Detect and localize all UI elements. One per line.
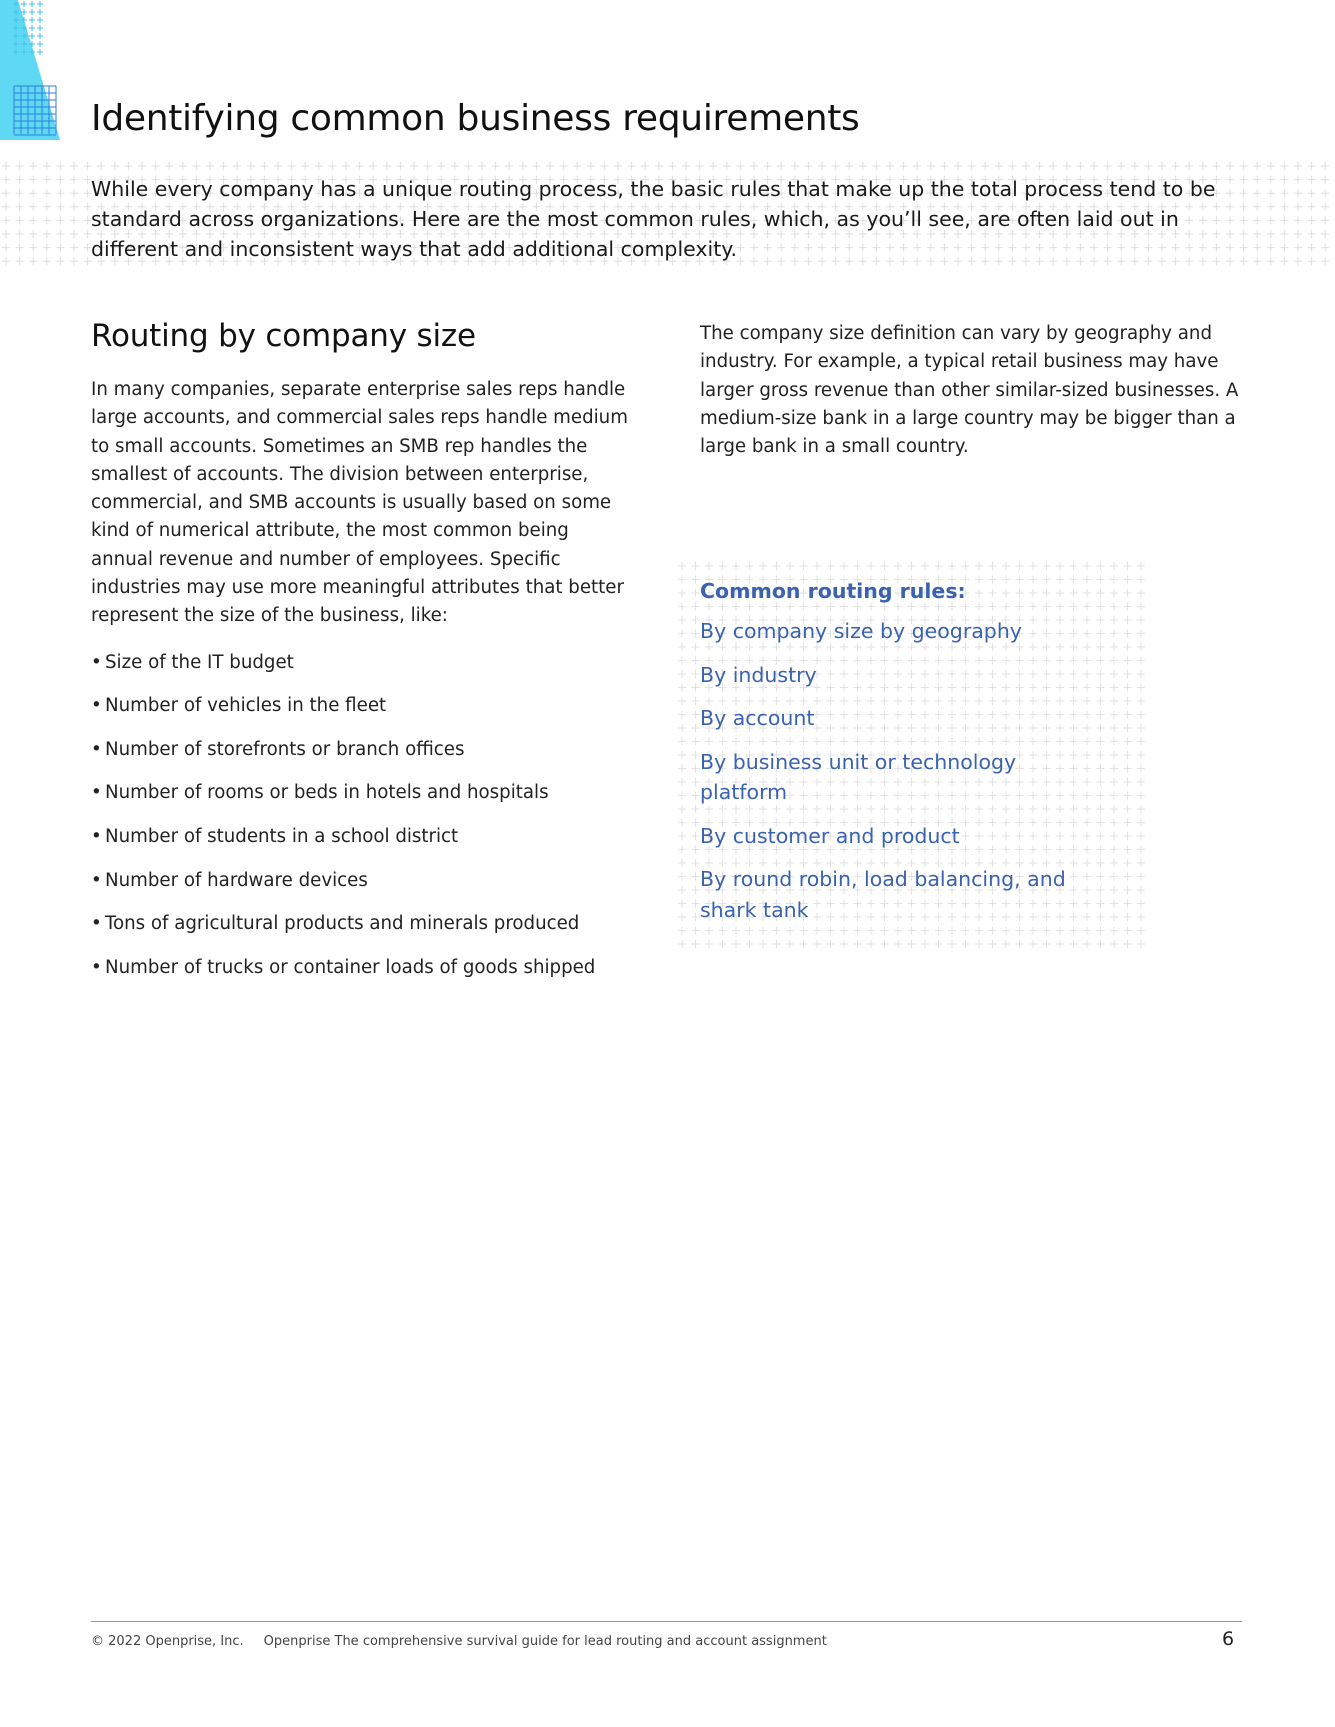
intro-paragraph: While every company has a unique routing process, the basic rules that make up the total process tend to be standard across organizations. Here are the most common rules, which, as you’ll see, are often laid out in different and inconsistent ways that add additional complexity. [91, 177, 1216, 261]
bullet-icon: • [91, 782, 102, 804]
rule-item: By business unit or technology platform [700, 749, 1017, 804]
rule-item: By industry [700, 662, 817, 687]
list-item: • Number of rooms or beds in hotels and hospitals [91, 779, 631, 807]
footer-text [91, 1634, 827, 1649]
list-item: • Number of trucks or container loads of goods shipped [91, 954, 631, 982]
page-number: 6 [1222, 1628, 1235, 1650]
rule-item: By customer and product [700, 823, 960, 848]
attribute-list [91, 649, 631, 982]
bullet-icon: • [91, 869, 102, 891]
section-title: Routing by company size [91, 318, 476, 354]
section-paragraph: In many companies, separate enterprise sales reps handle large accounts, and commercial sales reps handle medium to small accounts. Sometimes an SMB rep handles the smallest of accounts. The division between enterprise, commercial, and SMB accounts is usually based on some kind of numerical attribute, the most common being annual revenue and number of employees. Specific industries may use more meaningful attributes that better represent the size of the business, like: [91, 379, 628, 627]
bullet-icon: • [91, 956, 102, 978]
rule-item: By company size by geography [700, 619, 1022, 643]
rule-item: By round robin, load balancing, and shark tank [700, 867, 1066, 922]
document-title: Openprise The comprehensive survival guide for lead routing and account assignment [263, 1634, 827, 1649]
corner-decoration-graphic [0, 0, 70, 140]
bullet-icon: • [91, 826, 102, 848]
footer-divider [91, 1621, 1242, 1622]
left-column [91, 318, 631, 997]
list-item: • Number of vehicles in the fleet [91, 692, 631, 720]
common-routing-rules-box [676, 560, 1146, 948]
list-item: • Number of hardware devices [91, 867, 631, 895]
bullet-icon: • [91, 651, 102, 673]
bullet-icon: • [91, 695, 102, 717]
bullet-icon: • [91, 738, 102, 760]
rules-content [700, 576, 1100, 938]
list-item: • Number of students in a school district [91, 823, 631, 851]
rule-item: By account [700, 706, 815, 730]
page-title: Identifying common business requirements [91, 98, 860, 139]
bullet-icon: • [91, 913, 102, 935]
rules-list [700, 616, 1100, 925]
list-item: • Tons of agricultural products and minerals produced [91, 910, 631, 938]
list-item: • Size of the IT budget [91, 649, 631, 677]
rules-heading: Common routing rules: [700, 579, 966, 603]
right-column-paragraph: The company size definition can vary by geography and industry. For example, a typical retail business may have larger gross revenue than other similar-sized businesses. A medium-size bank in a large country may be bigger than a large bank in a small country. [700, 323, 1239, 458]
copyright: © 2022 Openprise, Inc. [91, 1634, 244, 1649]
list-item: • Number of storefronts or branch offices [91, 736, 631, 764]
